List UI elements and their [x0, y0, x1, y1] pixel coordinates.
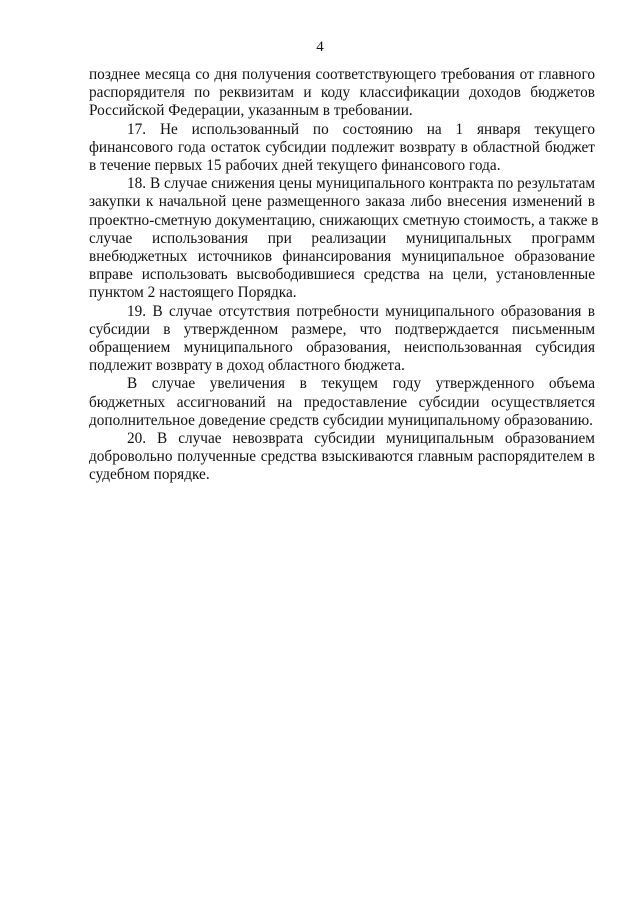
text-line: вправе использовать высвободившиеся средства на цели, установленные — [89, 266, 595, 284]
paragraph-19 — [89, 303, 595, 376]
paragraph-20 — [89, 430, 595, 485]
text-line: случае использования при реализации муниципальных программ — [89, 229, 595, 247]
text-line: 18. В случае снижения цены муниципального контракта по результатам — [127, 175, 596, 193]
text-line: в течение первых 15 рабочих дней текущего финансового года. — [89, 157, 501, 175]
text-line: добровольно полученные средства взыскиваются главным распорядителем в — [89, 448, 595, 466]
text-line: 20. В случае невозврата субсидии муниципальным образованием — [127, 430, 595, 448]
text-line: судебном порядке. — [89, 466, 210, 484]
text-line: закупки к начальной цене размещенного заказа либо внесения изменений в — [89, 193, 595, 211]
paragraph-18 — [89, 175, 599, 302]
text-line: дополнительное доведение средств субсидии муниципальному образованию. — [89, 411, 593, 429]
text-line: пунктом 2 настоящего Порядка. — [89, 284, 297, 302]
document-body — [89, 66, 599, 485]
text-line: обращением муниципального образования, неиспользованная субсидия — [89, 339, 595, 357]
text-line: Российской Федерации, указанным в требовании. — [89, 102, 413, 120]
paragraph-continuation — [89, 66, 595, 121]
text-line: внебюджетных источников финансирования муниципальное образование — [89, 248, 595, 266]
text-line: В случае увеличения в текущем году утвержденного объема — [127, 375, 595, 393]
text-line: субсидии в утвержденном размере, что подтверждается письменным — [89, 320, 595, 338]
text-line: 17. Не использованный по состоянию на 1 января текущего — [127, 120, 595, 138]
text-line: бюджетных ассигнований на предоставление субсидии осуществляется — [89, 393, 595, 411]
text-line: позднее месяца со дня получения соответствующего требования от главного — [89, 66, 595, 83]
text-line: 19. В случае отсутствия потребности муниципального образования в — [127, 302, 595, 320]
page-number: 4 — [316, 39, 324, 55]
text-line: финансового года остаток субсидии подлежит возврату в областной бюджет — [89, 138, 595, 156]
text-line: распорядителя по реквизитам и коду классификации доходов бюджетов — [89, 84, 595, 102]
paragraph-19-part-2 — [89, 375, 595, 430]
text-line: подлежит возврату в доход областного бюджета. — [89, 357, 405, 375]
text-line: проектно-сметную документацию, снижающих сметную стоимость, а также в — [89, 211, 599, 229]
paragraph-17 — [89, 121, 595, 176]
